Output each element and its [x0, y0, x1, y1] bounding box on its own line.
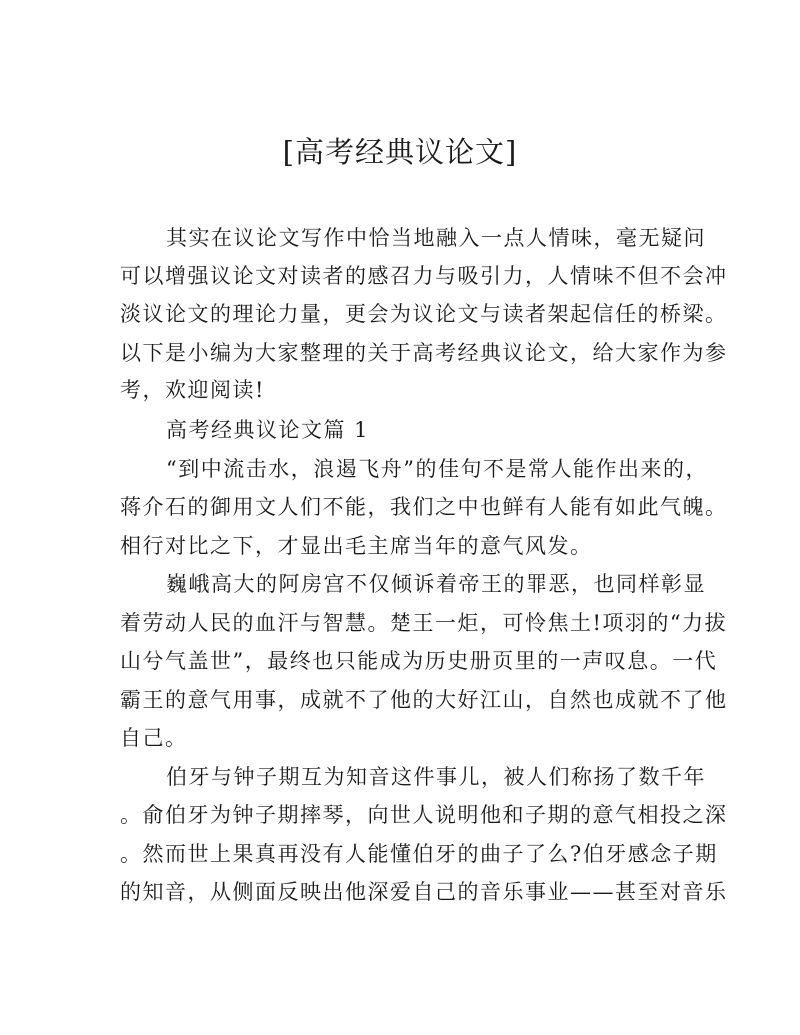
text-line: 山兮气盖世”，最终也只能成为历史册页里的一声叹息。一代	[120, 649, 718, 673]
text-line: 相行对比之下，才显出毛主席当年的意气风发。	[120, 534, 593, 558]
text-line: 着劳动人民的血汗与智慧。楚王一炬，可怜焦土!项羽的“力拔	[120, 611, 728, 635]
text-line: 伯牙与钟子期互为知音这件事儿，被人们称扬了数千年	[166, 765, 706, 789]
text-line: 蒋介石的御用文人们不能，我们之中也鲜有人能有如此气魄。	[120, 495, 728, 519]
text-line: 的知音，从侧面反映出他深爱自己的音乐事业——甚至对音乐	[120, 880, 728, 904]
text-line: 。然而世上果真再没有人能懂伯牙的曲子了么?伯牙感念子期	[120, 842, 718, 866]
text-line: 其实在议论文写作中恰当地融入一点人情味，毫无疑问	[166, 226, 706, 250]
text-line: 巍峨高大的阿房宫不仅倾诉着帝王的罪恶，也同样彰显	[166, 572, 706, 596]
text-line: 霸王的意气用事，成就不了他的大好江山，自然也成就不了他	[120, 688, 728, 712]
text-line: 淡议论文的理论力量，更会为议论文与读者架起信任的桥梁。	[120, 302, 728, 326]
section-heading: 高考经典议论文篇 1	[166, 418, 370, 442]
document-title: [高考经典议论文]	[282, 135, 518, 169]
text-line: “到中流击水，浪遏飞舟”的佳句不是常人能作出来的，	[166, 457, 708, 481]
text-line: 可以增强议论文对读者的感召力与吸引力，人情味不但不会冲	[120, 264, 728, 288]
text-line: 自己。	[120, 726, 188, 750]
text-line: 。俞伯牙为钟子期摔琴，向世人说明他和子期的意气相投之深	[120, 803, 728, 827]
text-line: 以下是小编为大家整理的关于高考经典议论文，给大家作为参	[120, 341, 728, 365]
text-line: 考，欢迎阅读!	[120, 378, 265, 402]
